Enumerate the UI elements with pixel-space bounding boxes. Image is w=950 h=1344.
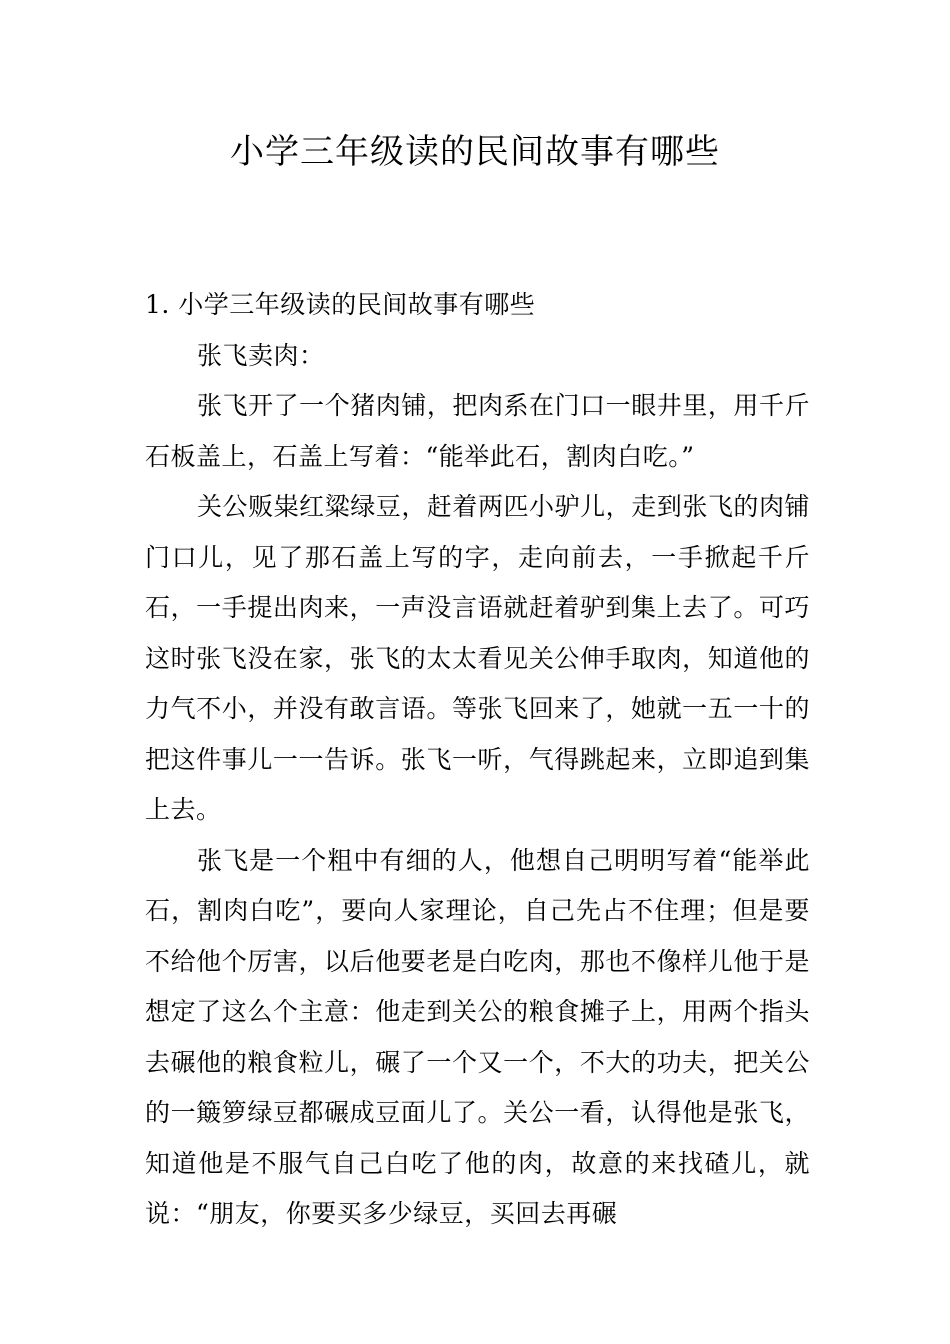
paragraph: 关公贩粜红粱绿豆，赶着两匹小驴儿，走到张飞的肉铺门口儿，见了那石盖上写的字，走向前去，一手掀起千斤石，一手提出肉来，一声没言语就赶着驴到集上去了。可巧这时张飞没在家，张飞的太太看见关公伸手取肉，知道他的力气不小，并没有敢言语。等张飞回来了，她就一五一十的把这件事儿一一告诉。张飞一听，气得跳起来，立即追到集上去。 <box>145 492 810 824</box>
document-body <box>145 280 810 1240</box>
document-title: 小学三年级读的民间故事有哪些 <box>230 132 720 172</box>
story-title: 张飞卖肉： <box>197 340 325 370</box>
section-heading: 1. 小学三年级读的民间故事有哪些 <box>145 290 536 319</box>
paragraph: 张飞是一个粗中有细的人，他想自己明明写着“能举此石，割肉白吃”，要向人家理论，自己先占不住理；但是要不给他个厉害，以后他要老是白吃肉，那也不像样儿他于是想定了这么个主意：他走到关公的粮食摊子上，用两个指头去碾他的粮食粒儿，碾了一个又一个，不大的功夫，把关公的一簸箩绿豆都碾成豆面儿了。关公一看，认得他是张飞，知道他是不服气自己白吃了他的肉，故意的来找碴儿，就说：“朋友，你要买多少绿豆，买回去再碾 <box>145 845 810 1228</box>
paragraph: 张飞开了一个猪肉铺，把肉系在门口一眼井里，用千斤石板盖上，石盖上写着：“能举此石，割肉白吃。” <box>145 391 810 471</box>
